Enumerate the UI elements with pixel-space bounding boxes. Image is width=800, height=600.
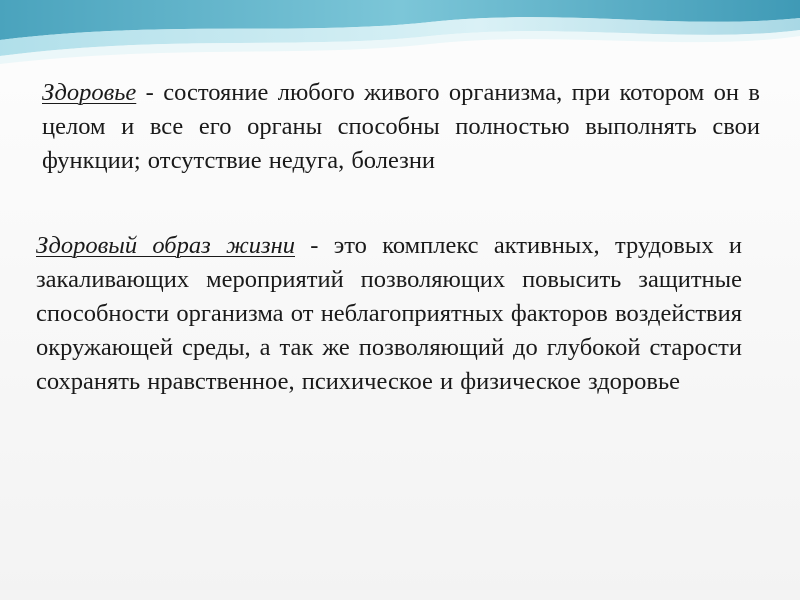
term-health: Здоровье — [42, 79, 137, 106]
wave-decoration — [0, 0, 800, 80]
definition-health — [42, 76, 760, 178]
definition-health-text: - состояние любого живого организма, при котором он в целом и все его органы способны полностью выполнять свои функции; отсутствие недуга, болезни — [42, 79, 760, 174]
definition-healthy-lifestyle — [36, 229, 742, 399]
definition-healthy-lifestyle-text: - это комплекс активных, трудовых и закаливающих мероприятий позволяющих повысить защитные способности организма от неблагоприятных факторов воздействия окружающей среды, а так же позволяющий до глубокой старости сохранять нравственное, психическое и физическое здоровье — [36, 232, 742, 395]
term-healthy-lifestyle: Здоровый образ жизни — [36, 232, 295, 259]
